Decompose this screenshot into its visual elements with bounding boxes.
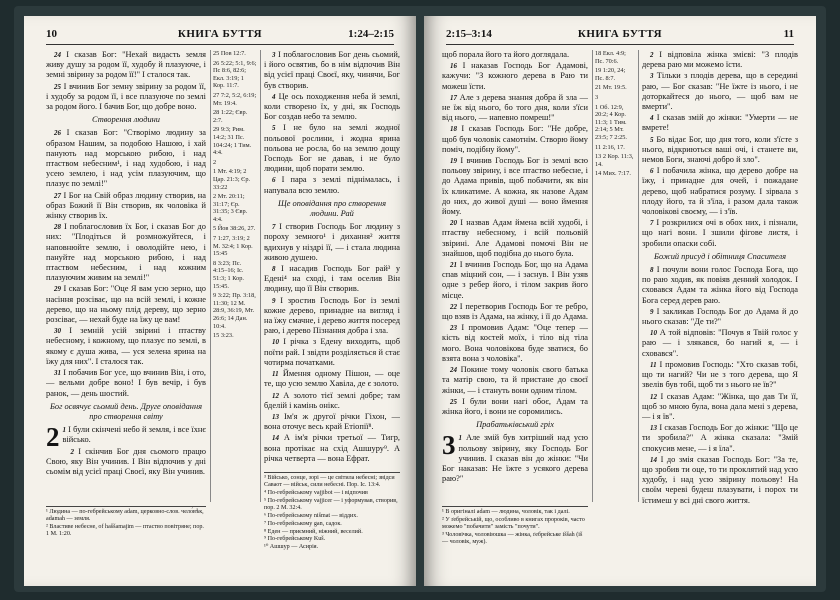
verse-paragraph (442, 260, 588, 301)
verse-paragraph (642, 218, 798, 249)
verse-text: А золото тієї землі добре; там бделій і камінь онікс. (264, 390, 400, 410)
verse-text: І земній усій звірині і птаству небесному, і кожному, що плазує по землі, в якому є душа жива, — уся зелена ярина на їжу для них". І сталося так. (46, 326, 206, 366)
cross-reference: 13 2 Кор. 11:3, 14. (595, 153, 634, 168)
verse-number: 20 (450, 219, 457, 228)
verse-number: 25 (54, 82, 61, 91)
verse-range: 1:24–2:15 (348, 28, 394, 40)
verse-paragraph (642, 423, 798, 454)
verse-text: І поблагословив Бог день сьомий, і його освятив, бо в нім відпочив Він від усієї праці Своєї, яку, чинячи, Бог був створив. (264, 50, 400, 90)
verse-text: І закликав Господь Бог до Адама й до нього сказав: "Де ти?" (642, 306, 798, 327)
footnote: ⁴ По-гебрейському vajjibot — і відпочив (264, 490, 368, 497)
verse-text: І Бог на Свій образ людину створив, на образ Божий її Він створив, як чоловіка й жінку створив їх. (46, 190, 206, 221)
cross-reference: 2 Мт. 20:11; 31:17; Єр. 31:35; 3 Євр. 4:4. (213, 193, 248, 223)
section-heading: Бог освячує сьомий день. Друге оповідання про створення світу (49, 401, 203, 421)
chapter-number: 2 (46, 422, 60, 453)
cross-reference: 26 5:22; 5:1, 9:6; Пс 8:6, 82:6; Екл. 3:19; 1 Кор. 11:7. (213, 59, 257, 90)
running-header (446, 28, 794, 45)
verse-number: 17 (450, 93, 457, 102)
verse-number: 22 (450, 302, 457, 311)
verse-number: 27 (54, 191, 61, 200)
verse-paragraph (442, 218, 588, 259)
verse-text: Це ось походження неба й землі, коли створено їх, у дні, як Господь Бог создав небо та землю. (264, 91, 400, 122)
verse-number: 14 (650, 455, 657, 464)
verse-text: І наказав Господь Бог Адамові, кажучи: "З кожного дерева в Раю ти можеш їсти. (442, 61, 588, 91)
chapter-number: 3 (442, 430, 456, 461)
verse-text: Але з дерева знання добра й зла — не їж від нього, бо того дня, коли з'їси від нього, — напевно помреш!" (442, 92, 588, 123)
verse-text: І не було на землі жодної польової рослини, і жодна ярина польова не росла, бо на землю дощу Господь Бог не давав, і не було людини, щоб порати землю. (264, 123, 400, 174)
verse-paragraph (642, 328, 798, 359)
text-column (442, 50, 588, 502)
cross-reference: 18 Екл. 4:9; Пс. 70:6. (595, 50, 626, 65)
section-heading: Прабатьківський гріх (476, 420, 554, 430)
verse-text: І вчинив Бог земну звірину за родом її, і худобу за родом її, і все плазуюче по землі за родом його. І бачив Бог, що добре воно. (46, 81, 206, 112)
column-rule (592, 50, 593, 502)
verse-number: 18 (450, 125, 457, 134)
verse-text: І сказав Бог: "Створімо людину за образом Нашим, за подобою Нашою, і хай панують над морською рибою, і над птаством небесним¹, і над худобою, і над усею землею, і над усім плазуючим, що плазує по землі!" (46, 128, 206, 189)
cross-reference: 7 1:27, 3:19; 2 М. 32:4; 1 Кор. 15:45 (213, 235, 253, 258)
verse-text: Але змій був хитріший над усю польову звірину, яку Господь Бог учинив. І сказав він до жінки: "Чи Бог наказав: Не їжте з усякого дерева раю?" (442, 433, 588, 484)
footnote: ² Властиве небесне, оf haššamajim — птаство повітряне; пор. 1 М. 1:20. (46, 524, 204, 538)
footnote: ⁸ Еден — приємний, ніжний, веселий. (264, 528, 363, 535)
book-title: КНИГА БУТТЯ (577, 28, 663, 40)
verse-text: А ім'я річки третьої — Тигр, вона протікає на схід Ашшуру⁹. А річка четверта — вона Ефрат. (264, 433, 400, 463)
verse-number: 28 (54, 223, 61, 232)
verse-number: 2 (650, 51, 654, 59)
cross-reference: 9 3:22; Пр. 3:18, 11:30; 12 М. 28:9, 36:19, Мт. 26:6; 14 Дан. 10:4. (213, 292, 256, 330)
verse-range: 2:15–3:14 (446, 28, 492, 40)
footnote: ⁶ По-гебрейському nišmat — віддих. (264, 512, 358, 519)
verse-text: І побачила жінка, що дерево добре на їжу, і принадне для очей, і пожадане дерево, щоб набратися розуму. І зірвала з плоду його, та й з'їла, і разом дала також чоловікові своєму, — і з'їв. (642, 166, 798, 217)
verse-number: 13 (272, 412, 279, 421)
verse-text: І промовив Господь: "Хто сказав тобі, що ти нагий? Чи не з того дерева, що Я звелів був тобі, щоб ти з нього не їв?" (642, 359, 798, 390)
cross-reference-column (595, 50, 635, 490)
verse-text: І створив Господь Бог людину з пороху земного¹ і дихання² життя вдихнув у ніздрі її, — і стала людина живою душею. (264, 222, 400, 262)
verse-number: 8 (650, 266, 654, 275)
verse-text: І розкрилися очі в обох них, і пізнали, що нагі вони. І зшили фігове листя, і зробили опаски собі. (642, 218, 798, 248)
verse-number: 12 (650, 392, 657, 401)
footnotes (46, 506, 206, 549)
verse-paragraph (642, 392, 798, 423)
footnote: ³ Чоловічка, чоловіюшка — жінка, ґебрейське iššah (iš — чоловік, муж). (442, 531, 583, 546)
verse-text: А той відповів: "Почув я Твій голос у раю — і злякався, бо нагий я, — і сховався". (642, 328, 798, 358)
verse-number: 3 (650, 72, 654, 81)
verse-paragraph (642, 135, 798, 166)
verse-paragraph (46, 191, 206, 222)
verse-text: Покине тому чоловік свого батька та матір свою, та й пристане до своєї жінки, — і стануть вони одним тілом. (442, 365, 588, 395)
page-number: 10 (46, 28, 57, 40)
cross-reference: 3 (595, 93, 599, 101)
verse-number: 11 (650, 360, 657, 369)
verse-paragraph (264, 175, 400, 195)
verse-number: 4 (272, 92, 276, 101)
verse-paragraph (264, 412, 400, 432)
verse-paragraph (442, 93, 588, 124)
verse-paragraph (642, 455, 798, 506)
verse-paragraph (642, 50, 798, 70)
verse-number: 1 (62, 426, 66, 435)
footnote: ⁹ По-гебрейському Kuš. (264, 536, 326, 543)
cross-reference: 2 (213, 158, 217, 166)
book-title: КНИГА БУТТЯ (177, 28, 263, 40)
cross-reference-column (213, 50, 257, 490)
footnote: ¹⁰ Ашшур — Асирія. (264, 544, 319, 551)
running-header (46, 28, 394, 45)
verse-number: 24 (450, 366, 457, 375)
verse-paragraph (642, 166, 798, 217)
verse-number: 12 (272, 391, 279, 400)
verse-text: І були вони нагі обоє, Адам та жінка його, і вони не соромились. (442, 396, 588, 416)
left-page (24, 16, 416, 586)
cross-reference: 14 Мих. 7:17. (595, 170, 631, 178)
verse-paragraph (642, 71, 798, 112)
text-column (642, 50, 798, 572)
cross-reference: 29 9:3; Рим. 14:2; 31 Пс. 104:24; 1 Тим. 4:4. (213, 126, 252, 157)
verse-number: 4 (650, 114, 654, 123)
verse-number: 29 (54, 285, 61, 294)
cross-reference: 28 1:22; Євр. 2:7. (213, 109, 248, 124)
cross-reference: 1 Мт. 4:19; 2 Цар. 21:3; Єр. 33:22 (213, 168, 251, 191)
verse-paragraph (264, 92, 400, 123)
verse-paragraph (46, 422, 206, 453)
verse-text: І вчинив Господь Бог, що на Адама спав міцний сон, — і заснув. І Він узяв одне з ребер його, і тілом закрив його місце. (442, 260, 588, 300)
verse-number: 2 (70, 447, 74, 456)
verse-text: І відповіла жінка змієві: "З плодів дерева раю ми можемо їсти. (642, 50, 798, 70)
verse-paragraph (442, 124, 588, 155)
verse-number: 1 (458, 434, 462, 443)
verse-paragraph (442, 430, 588, 484)
verse-number: 10 (272, 338, 279, 347)
verse-paragraph (442, 397, 588, 417)
verse-text: І були скінчені небо й земля, і все їхнє військо. (62, 425, 206, 445)
verse-paragraph (642, 265, 798, 306)
verse-number: 6 (272, 176, 276, 185)
verse-text: І сказав Бог: "Оце Я вам усю зерно, що насіння розсіває, що на всій землі, і кожне дерево, що на ньому плід дереву, що зерно розсіває, — нехай буде на їжу це вам! (46, 284, 206, 325)
verse-text: Ймення одному Пішон, — оце те, що усю землю Хавіла, де є золото. (264, 369, 400, 389)
verse-paragraph (264, 123, 400, 174)
column-rule (210, 50, 211, 502)
verse-paragraph (46, 128, 206, 189)
verse-text: І сказав Господь Бог до жінки: "Що це ти зробила?" А жінка сказала: "Змій спокусив мене, — і я їла". (642, 423, 798, 453)
verse-number: 19 (450, 157, 457, 166)
verse-text: І почули вони голос Господа Бога, що по раю ходив, як повіяв денний холодок. І сховався Адам та жінка його від Господа Бога серед дерев раю. (642, 265, 798, 305)
verse-text: І до змія сказав Господь Бог: "За те, що зробив ти оце, то ти проклятий над усю худобу, і над усю звірину польову! На своїм череві будеш плазувати, і порох ти їстимеш у всі дні свого життя. (642, 454, 798, 505)
verse-paragraph (46, 447, 206, 478)
verse-number: 24 (54, 51, 61, 59)
verse-text: І пара з землі піднімалась, і напувала всю землю. (264, 175, 400, 195)
verse-paragraph (46, 50, 206, 81)
verse-paragraph (264, 433, 400, 464)
verse-text: І річка з Едену виходить, щоб поїти рай. І звідти розділяється й стає чотирма початками. (264, 337, 400, 367)
verse-text: І сказав Господь Бог: "Не добре, щоб був чоловік самотнім. Створю йому поміч, подібну йому". (442, 124, 588, 154)
verse-paragraph (442, 365, 588, 396)
verse-text: І сказав Адам: "Жінка, що дав Ти її, щоб зо мною була, вона дала мені з дерева, — і я їв". (642, 391, 798, 421)
verse-number: 13 (650, 424, 657, 433)
verse-paragraph (442, 61, 588, 92)
column-rule (260, 50, 261, 502)
verse-number: 9 (650, 307, 654, 316)
verse-text: І вчинив Господь Бог із землі всю польову звірину, і все птаство небесне, і до Адама привів, щоб побачити, як він їх кликатиме. А кожна, як назове Адам до них, до живої душі — воно ймення йому. (442, 156, 588, 217)
verse-number: 5 (650, 135, 654, 144)
verse-number: 31 (54, 369, 61, 378)
footnote: ¹ В оригіналі adam — людина, чоловік, так і далі. (442, 509, 570, 515)
verse-number: 21 (450, 261, 457, 270)
text-column (46, 50, 206, 502)
verse-text: І сказав Бог: "Нехай видасть земля живу душу за родом її, худобу й плазуюче, і земні звірину за родом її!" І сталося так. (46, 50, 206, 80)
footnote: ¹ Людина — по-гебрейському adam, церковно-слов. чело́вѣк, adamah — земля. (46, 509, 204, 523)
section-heading: Створення людини (92, 115, 160, 125)
verse-text: щоб порала його та його доглядала. (442, 50, 570, 59)
verse-paragraph (642, 113, 798, 133)
verse-number: 14 (272, 434, 279, 443)
footnote: ³ Військо, сонце, зорі — це світила небесні; звідси Саваот — військ, сили небесні. Пор. Іс. 13:4. (264, 475, 395, 489)
cross-reference: 27 7:2, 5:2, 6:19; Мт. 19:4. (213, 91, 257, 107)
verse-text: Ім'я ж другої річки Гіхон, — вона оточує весь край Етіопії⁸. (264, 411, 400, 432)
verse-paragraph (264, 391, 400, 411)
cross-reference: 1 Об. 12:9, 20:2; 4 Кор. 11:3; 1 Тим. 2:14; 5 Мт. 23:5; 7 2:25. (595, 103, 628, 141)
verse-text: І назвав Адам ймена всій худобі, і птаству небесному, і всій польовій звірині. Але Адамові помочі Він не знайшов, щоб подібна до нього була. (442, 218, 588, 258)
verse-text: Бо відає Бог, що дня того, коли з'їсте з нього, відкриються ваші очі, і станете ви, немов Боги, знаючі добро й зло". (642, 134, 798, 165)
verse-paragraph (46, 368, 206, 399)
footnote: ² У ґебрейській, що, особливо в книгах пророків, часто можемо "побачити" замість "почути". (442, 516, 585, 531)
verse-number: 25 (450, 397, 457, 406)
verse-number: 3 (272, 51, 276, 59)
section-heading: Божий присуд і обітниця Спасителя (654, 251, 786, 261)
verse-text: І перетворив Господь Бог те ребро, що взяв із Адама, на жінку, і її до Адама. (442, 301, 588, 322)
footnotes (442, 506, 588, 575)
verse-number: 8 (272, 265, 276, 274)
verse-paragraph (264, 369, 400, 389)
verse-number: 7 (650, 219, 654, 228)
cross-reference: 5 Йов 38:26, 27. (213, 225, 256, 233)
text-column (264, 50, 400, 466)
verse-text (264, 465, 400, 466)
column-rule (638, 50, 639, 502)
section-heading: Ще оповідання про створення людини. Рай (277, 198, 387, 219)
verse-text: І поблагословив їх Бог, і сказав Бог до них: "Плодіться й розмножуйтеся, і наповнюйте землю, і оволодійте нею, і пануйте над морською рибою, і над птаством небесним, і над кожним плазуючим живим на землі!" (46, 222, 206, 283)
verse-number: 26 (54, 129, 61, 138)
cross-reference: 15 3:23. (213, 332, 234, 340)
verse-number: 30 (54, 327, 61, 336)
verse-number: 6 (650, 167, 654, 176)
verse-paragraph (46, 222, 206, 283)
cross-reference: 11 2:16, 17. (595, 143, 625, 151)
verse-number: 7 (272, 223, 276, 232)
footnote: ⁷ По-гебрейському gan, садок. (264, 520, 342, 527)
verse-paragraph (264, 50, 400, 91)
verse-paragraph (46, 82, 206, 113)
verse-number: 5 (272, 124, 276, 133)
verse-paragraph (442, 156, 588, 217)
verse-paragraph (264, 465, 400, 466)
verse-number: 23 (450, 324, 457, 333)
cross-reference: 25 Пов 12:7. (213, 50, 246, 57)
verse-paragraph (46, 326, 206, 367)
verse-paragraph (442, 50, 588, 60)
open-book (14, 6, 826, 592)
verse-text: І побачив Бог усе, що вчинив Він, і ото, — вельми добре воно! І був вечір, і був ранок, — день шостий. (46, 368, 206, 398)
verse-text: І насадив Господь Бог рай³ у Едені⁴ на сході, і там оселив Він людину, що її Він створив. (264, 264, 400, 294)
verse-number: 11 (272, 370, 279, 379)
footnote: ⁵ По-гебрейському vajjicer — і уформував, створив, пор. 2 М. 32:4. (264, 497, 398, 512)
verse-paragraph (442, 323, 588, 364)
page-number: 11 (783, 28, 794, 40)
verse-text: І скінчив Бог дня сьомого працю Свою, яку Він учинив. І Він відпочив у дні сьомім від усієї праці Своєї, яку Він учинив. (46, 446, 206, 476)
footnotes (264, 472, 400, 575)
verse-paragraph (264, 222, 400, 263)
verse-text: І сказав змій до жінки: "Умерти — не вмрете! (642, 113, 798, 133)
verse-paragraph (642, 360, 798, 391)
verse-number: 16 (450, 62, 457, 71)
verse-paragraph (264, 337, 400, 368)
verse-text: Тільки з плодів дерева, що в середині раю, — Бог сказав: "Не їжте із нього, і не доторкайтеся до нього, — щоб вам не вмерти". (642, 71, 798, 112)
verse-number: 9 (272, 296, 276, 305)
verse-paragraph (46, 284, 206, 325)
verse-text: І промовив Адам: "Оце тепер — кість від костей моїх, і тіло від тіла мого. Вона чоловікова буде зватися, бо взята вона з чоловіка". (442, 323, 588, 363)
verse-text: І зростив Господь Бог із землі кожне дерево, принадне на вигляд і на їжу смачне, і дерево життя посеред раю, і дерево Пізнання добра і зла. (264, 295, 400, 336)
cross-reference: 19 1:20, 24; Пс. 8:7. (595, 67, 626, 82)
verse-paragraph (264, 264, 400, 295)
verse-paragraph (642, 307, 798, 327)
verse-paragraph (442, 302, 588, 322)
right-page (424, 16, 816, 586)
verse-number: 10 (650, 329, 657, 338)
cross-reference: 8 3:23; Пс. 4:15–16; Іс. 51:3; 1 Кор. 15:45. (213, 259, 244, 290)
verse-paragraph (264, 296, 400, 337)
cross-reference: 21 Мт. 19:5. (595, 84, 627, 92)
